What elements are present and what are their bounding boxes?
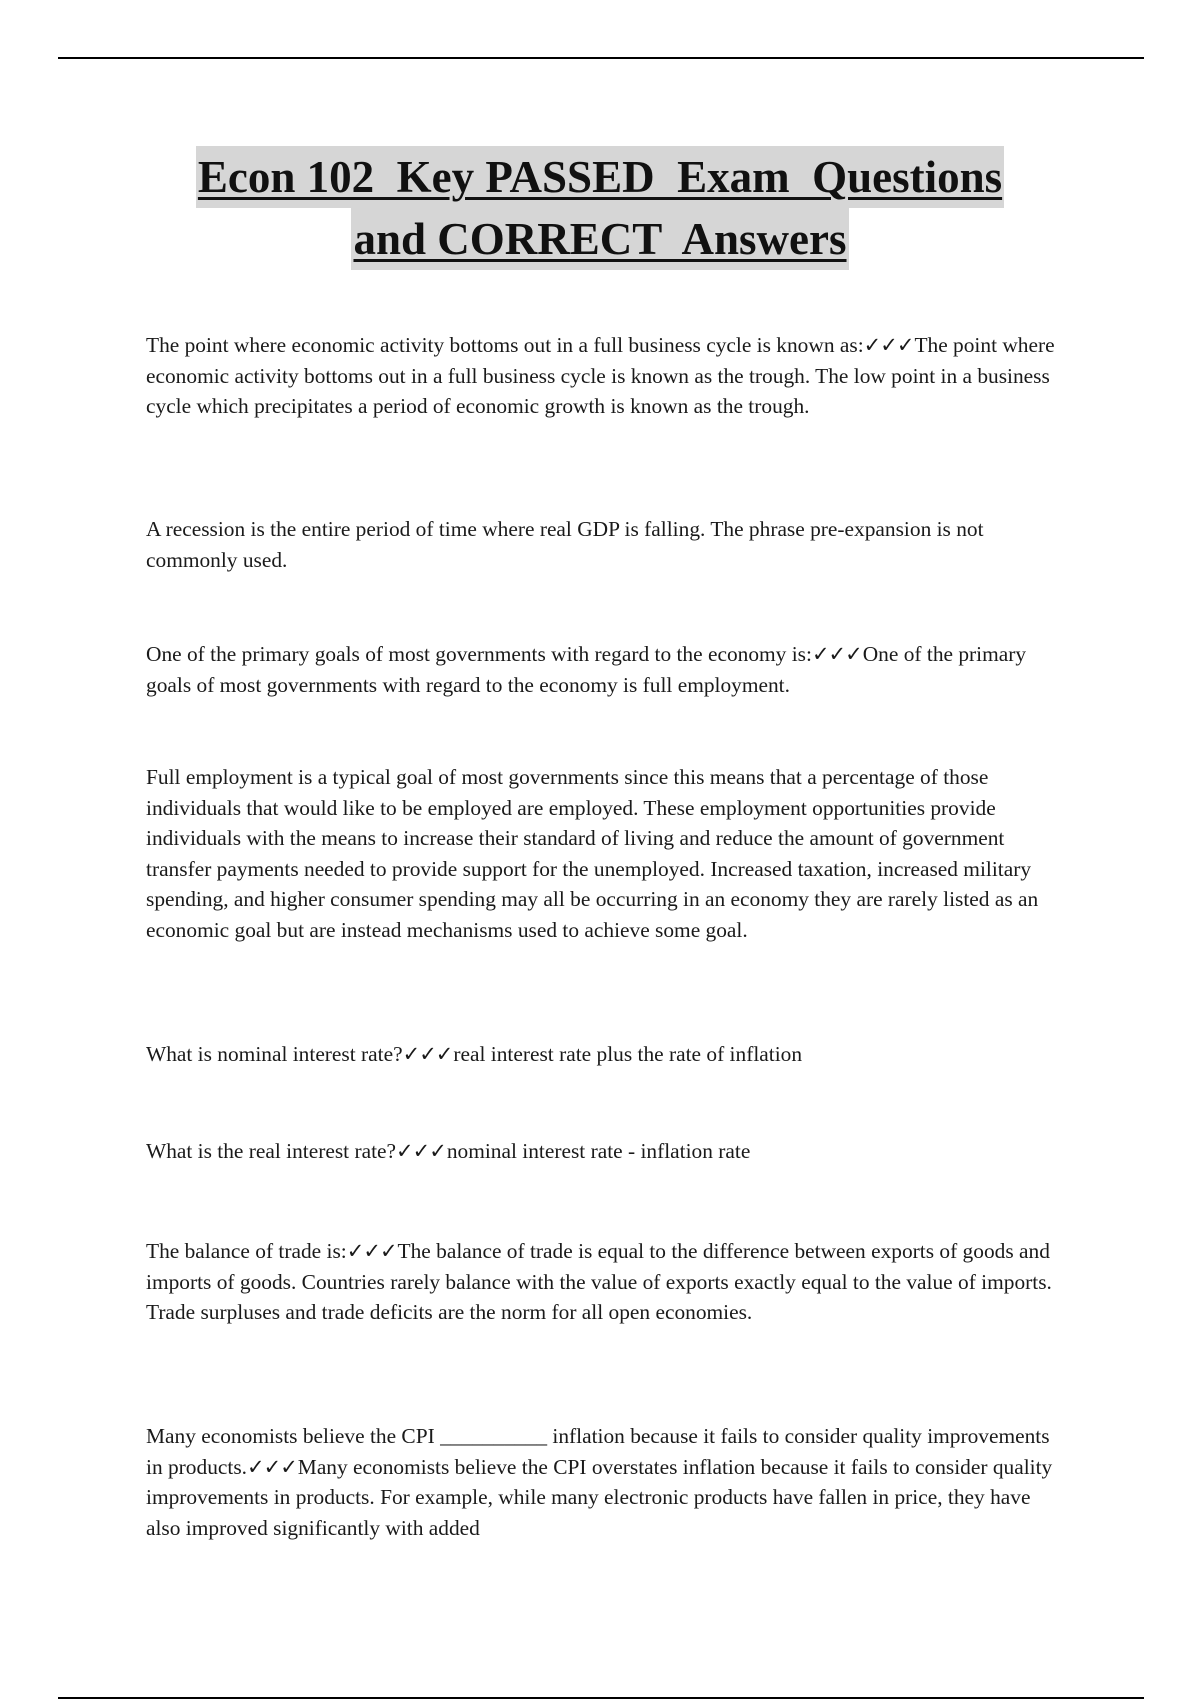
top-rule — [58, 57, 1144, 59]
answer-text: real interest rate plus the rate of inflation — [453, 1042, 803, 1066]
bottom-rule — [58, 1697, 1144, 1699]
checkmark-icon: ✓✓✓ — [402, 1042, 453, 1066]
qa-item-real-rate — [146, 1136, 1068, 1167]
question-text: One of the primary goals of most governments with regard to the economy is: — [146, 642, 812, 666]
question-text: The point where economic activity bottoms out in a full business cycle is known as: — [146, 333, 864, 357]
question-text: What is the real interest rate? — [146, 1139, 397, 1163]
question-text: The balance of trade is: — [146, 1239, 347, 1263]
title-line-1: Econ 102 Key PASSED Exam Questions — [196, 146, 1004, 208]
answer-text: Many economists believe the CPI overstates inflation because it fails to consider quality improvements in products. For example, while many electronic products have fallen in price, they have also improved significantly with added — [146, 1454, 1053, 1540]
question-text: Many economists believe the CPI __________ inflation because it fails to consider quality improvements in products. — [146, 1424, 1050, 1479]
checkmark-icon: ✓✓✓ — [346, 1239, 397, 1263]
qa-item-cpi — [146, 1421, 1068, 1543]
answer-text: The point where economic activity bottoms out in a full business cycle is known as the trough. The low point in a business cycle which precipitates a period of economic growth is known as the trough. — [146, 333, 1055, 418]
qa-item-nominal-rate — [146, 1039, 1068, 1070]
answer-text: One of the primary goals of most governments with regard to the economy is full employment. — [146, 642, 1027, 697]
explanation-full-employment — [146, 762, 1068, 945]
answer-text: The balance of trade is equal to the difference between exports of goods and imports of goods. Countries rarely balance with the value of exports exactly equal to the value of imports. Trade surpluses and trade deficits are the norm for all open economies. — [146, 1239, 1052, 1324]
qa-item-trough — [146, 330, 1068, 422]
qa-item-balance-of-trade — [146, 1236, 1068, 1328]
title-line-2: and CORRECT Answers — [351, 208, 848, 270]
explanation-text: A recession is the entire period of time where real GDP is falling. The phrase pre-expansion is not commonly used. — [146, 517, 984, 572]
checkmark-icon: ✓✓✓ — [247, 1454, 297, 1479]
explanation-text: Full employment is a typical goal of most governments since this means that a percentage of those individuals that would like to be employed are employed. These employment opportunities provide individuals with the means to increase their standard of living and reduce the amount of government transfer payments needed to provide support for the unemployed. Increased taxation, increased military spending, and higher consumer spending may all be occurring in an economy they are rarely listed as an economic goal but are instead mechanisms used to achieve some goal. — [146, 765, 1039, 942]
checkmark-icon: ✓✓✓ — [863, 333, 914, 357]
page-title — [0, 146, 1200, 270]
qa-item-goals — [146, 639, 1068, 700]
explanation-recession — [146, 514, 1068, 575]
question-text: What is nominal interest rate? — [146, 1042, 403, 1066]
checkmark-icon: ✓✓✓ — [396, 1139, 446, 1163]
checkmark-icon: ✓✓✓ — [811, 642, 862, 666]
answer-text: nominal interest rate - inflation rate — [446, 1139, 751, 1163]
